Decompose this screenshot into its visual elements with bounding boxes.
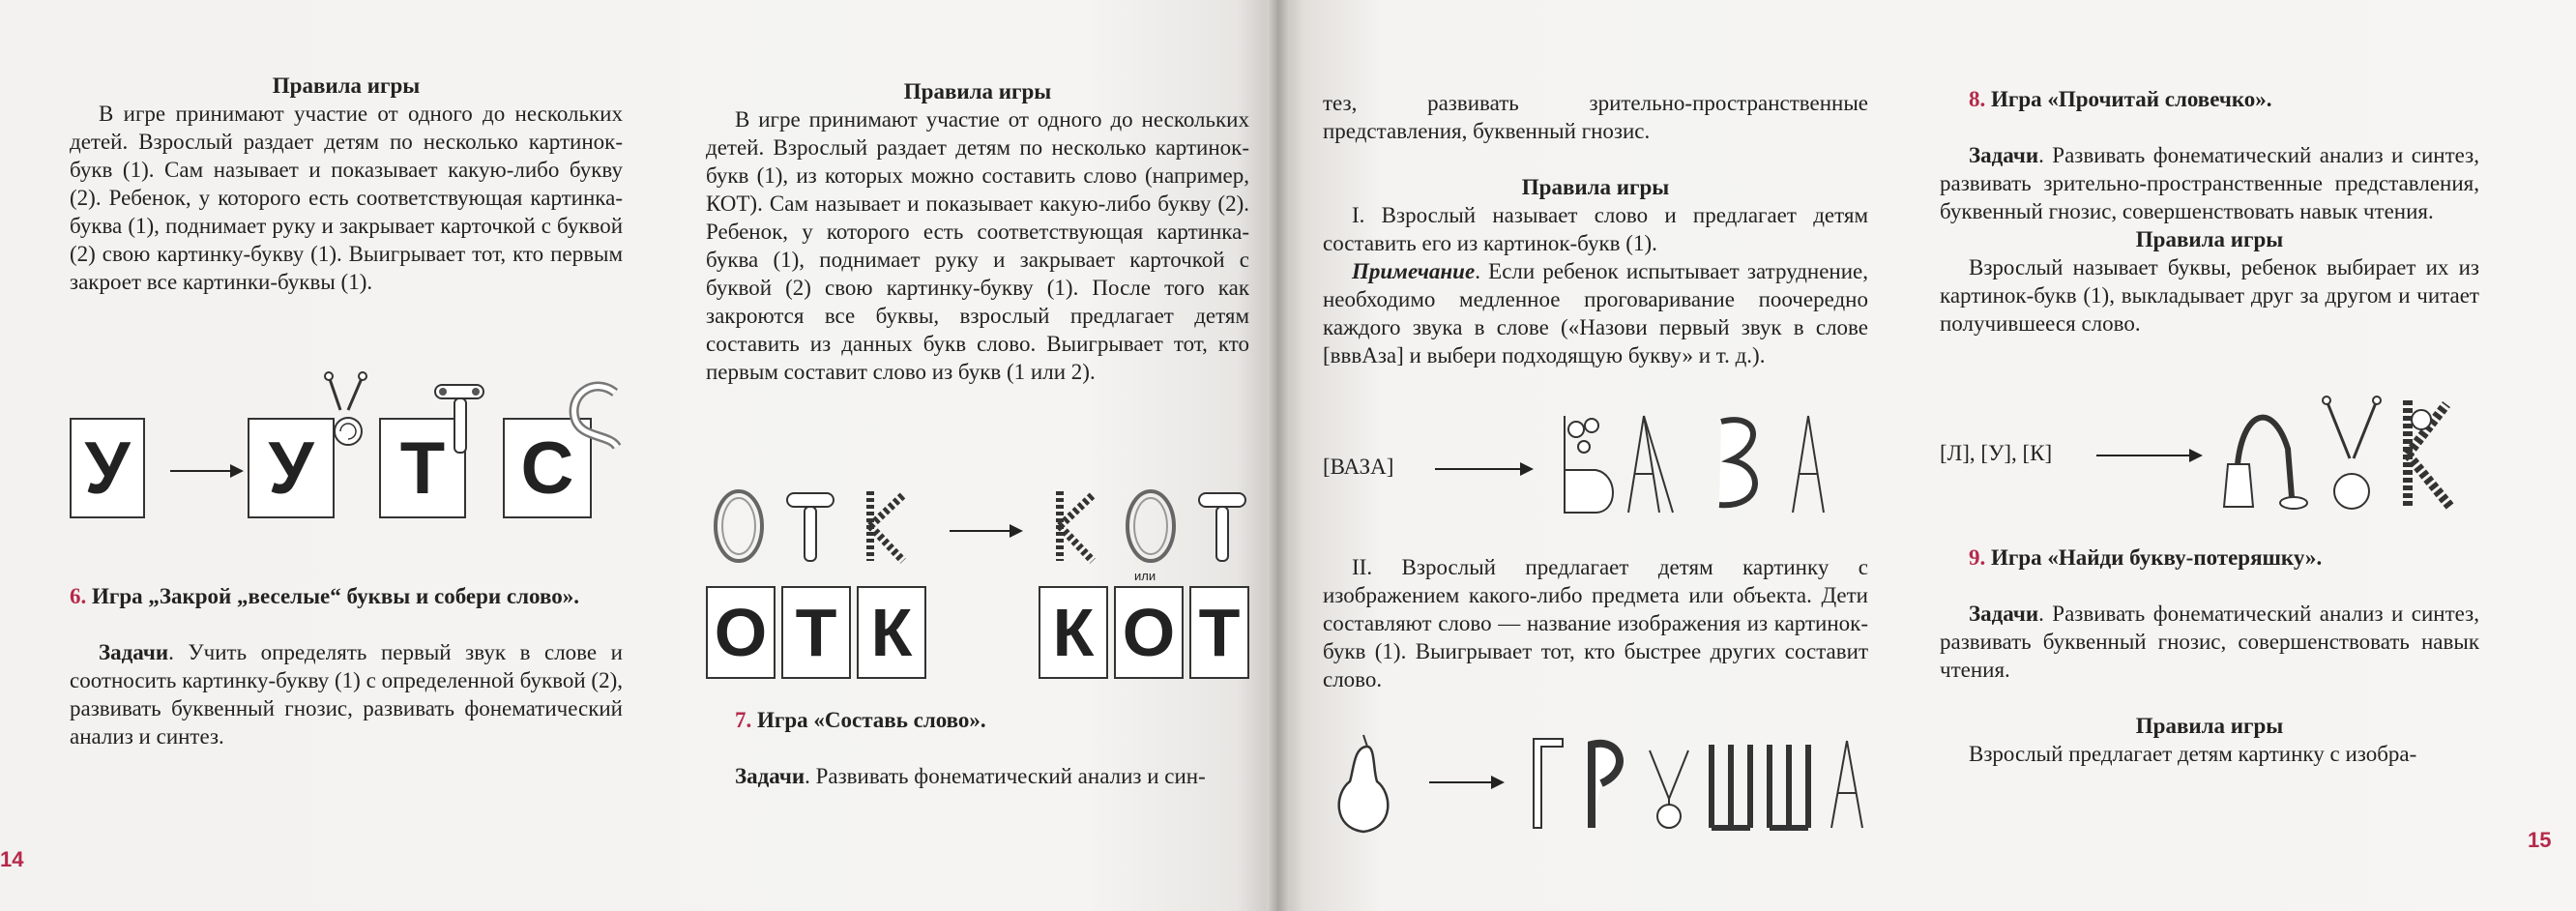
word-label: [ВАЗА] [1323,455,1394,479]
book-gutter [1267,0,1290,911]
game-9-tasks: . Развивать фонематический анализ и синтез, развивать буквенный гнозис, совершенствовать навык чтения. [1940,602,2479,682]
letter-card-o[interactable]: О [706,586,776,679]
arrow-icon [950,530,1021,532]
game-7-section [706,706,1249,790]
left-column-2 [706,77,1249,386]
rule-2-section [1323,553,1868,693]
arrow-icon [170,470,242,472]
rules-text: В игре принимают участие от одного до нескольких детей. Взрослый раздает детям по несколько картинок-букв (1). Сам называет и показывает какую-либо букву (2). Ребенок, у которого есть соответствующая картинка-буква (1), поднимает руку и закрывает карточкой с буквой (2) свою картинку-букву (1). Выигрывает тот, кто первым закроет все картинки-буквы (1). [70,102,623,294]
bone-letter-t-icon [427,379,495,456]
curly-letter-s-icon [567,381,625,458]
page-number-right: 15 [2528,828,2552,852]
arrow-icon [1429,781,1503,783]
bone-letter-t-icon [1193,487,1251,565]
game-9-section [1940,544,2479,768]
vaza-picture-letters-icon [1557,406,1876,522]
game-6-title: 6. Игра „Закрой „веселые“ буквы и собери слово». [70,584,579,608]
snail-letter-u-icon [319,371,377,449]
page-number-left: 14 [0,847,24,871]
game-6-tasks: . Учить определять первый звук в слове и соотносить картинку-букву (1) с определенной буквой (2), развивать буквенный гнозис, развивать фонематический анализ и синтез. [70,640,623,749]
clown-letter-k-icon [1046,487,1104,565]
rules-heading: Правила игры [2135,227,2284,251]
rules-text: В игре принимают участие от одного до нескольких детей. Взрослый раздает детям по несколько картинок-букв (1), из которых можно составить слово (например, КОТ). Сам называет и показывает какую-либо букву (2). Ребенок, у которого есть соответствующая картинка-буква (1), поднимает руку и закрывает карточкой с буквой (2) свою картинку-букву (1). После того как закроются все буквы, взрослый предлагает детям составить из данных букв слово. Выигрывает тот, кто первым составит слово из букв (1 или 2). [706,107,1249,384]
letter-card-k[interactable]: К [1039,586,1108,679]
ili-label: или [1134,569,1156,583]
rules-heading: Правила игры [272,73,421,98]
rules-heading: Правила игры [2135,714,2284,738]
letter-card-t[interactable]: Т [379,418,466,518]
tasks-label: Задачи [99,640,169,664]
sound-sequence: [Л], [У], [К] [1940,441,2053,465]
rule-1-text: I. Взрослый называет слово и предлагает детям составить его из картинок-букв (1). [1323,203,1868,255]
game-8-title: 8. Игра «Прочитай словечко». [1969,87,2272,111]
rule-2-text: II. Взрослый предлагает детям картинку с изображением какого-либо предмета или объекта. Дети составляют слово — название изображения из картинок-букв (1). Выигрывает тот, кто быстрее других составит слово. [1323,555,1868,691]
grusha-picture-letters-icon [1528,731,1876,838]
right-column-3 [1323,89,1868,369]
rules-heading: Правила игры [903,79,1052,103]
game-8-tasks: . Развивать фонематический анализ и синтез, развивать зрительно-пространственные представления, буквенный гнозис, совершенствовать навык чтения. [1940,143,2479,223]
letter-card-t[interactable]: Т [781,586,851,679]
clown-letter-k-icon [857,487,915,565]
rules-heading: Правила игры [1521,175,1670,199]
game-8-rules: Взрослый называет буквы, ребенок выбирает их из картинок-букв (1), выкладывает друг за другом и читает получившееся слово. [1940,255,2479,336]
game-9-title: 9. Игра «Найди букву-потеряшку». [1969,545,2323,570]
letter-card-t[interactable]: Т [1189,586,1249,679]
game-6-section [70,582,623,750]
luk-picture-letters-icon [2214,391,2485,516]
letter-card-u-1[interactable]: У [70,418,145,518]
tasks-label: Задачи [735,764,805,788]
note-label: Примечание [1352,259,1476,283]
right-column-4 [1940,85,2479,338]
letter-card-o[interactable]: О [1114,586,1184,679]
tasks-label: Задачи [1969,143,2039,167]
letter-card-u-2[interactable]: У [248,418,335,518]
ring-letter-o-icon [1122,487,1180,565]
game-7-title: 7. Игра «Составь слово». [735,708,986,732]
tasks-label: Задачи [1969,602,2039,626]
letter-card-k[interactable]: К [857,586,926,679]
arrow-icon [2096,455,2201,456]
game-7-tasks: . Развивать фонематический анализ и син- [805,764,1206,788]
ring-letter-o-icon [710,487,768,565]
continued-text: тез, развивать зрительно-пространственные представления, буквенный гнозис. [1323,91,1868,143]
pear-icon [1325,731,1402,838]
letter-card-s[interactable]: С [503,418,592,518]
arrow-icon [1435,468,1532,470]
bone-letter-t-icon [781,487,839,565]
note-text: . Если ребенок испытывает затруднение, необходимо медленное проговаривание поочередно каждого звука в слове («Назови первый звук в слове [вввАза] и выбери подходящую букву» и т. д.). [1323,259,1868,367]
left-column-1 [70,72,623,296]
game-9-rules: Взрослый предлагает детям картинку с изобра- [1969,742,2417,766]
